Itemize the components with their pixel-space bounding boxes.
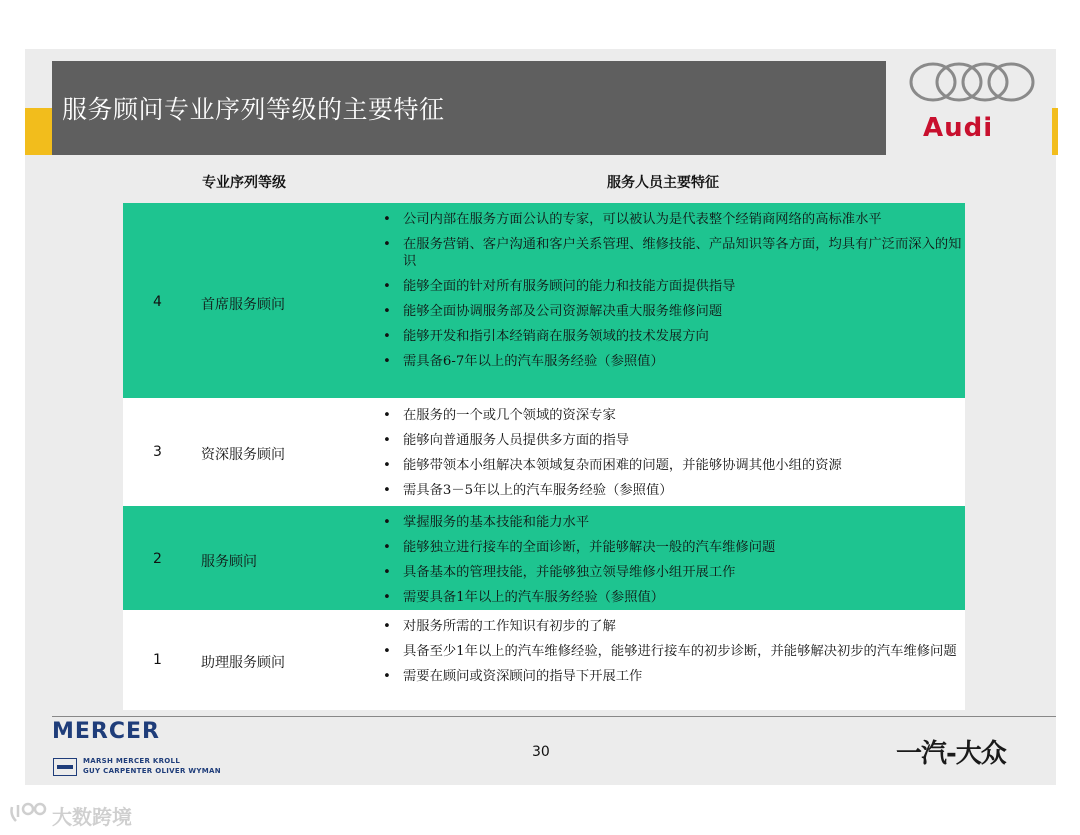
feature-item: • 在服务的一个或几个领域的资深专家 xyxy=(381,407,963,424)
audi-wordmark: Audi xyxy=(923,113,994,143)
feature-item: • 具备至少1年以上的汽车维修经验，能够进行接车的初步诊断，并能够解决初步的汽车维修问题 xyxy=(381,643,963,660)
level-number: 2 xyxy=(153,551,162,567)
mercer-subline-2: GUY CARPENTER OLIVER WYMAN xyxy=(83,767,221,775)
feature-list xyxy=(381,211,963,378)
page-number: 30 xyxy=(532,744,550,760)
feature-item: • 需要在顾问或资深顾问的指导下开展工作 xyxy=(381,668,963,685)
rank-title: 助理服务顾问 xyxy=(201,655,285,671)
feature-list xyxy=(381,407,963,507)
faw-vw-logo: 一汽-大众 xyxy=(896,739,1006,769)
rank-title: 服务顾问 xyxy=(201,554,257,570)
feature-item: • 能够独立进行接车的全面诊断，并能够解决一般的汽车维修问题 xyxy=(381,539,963,556)
feature-item: • 公司内部在服务方面公认的专家，可以被认为是代表整个经销商网络的高标准水平 xyxy=(381,211,963,228)
feature-item: • 能够开发和指引本经销商在服务领域的技术发展方向 xyxy=(381,328,963,345)
feature-item: • 能够带领本小组解决本领域复杂而困难的问题，并能够协调其他小组的资源 xyxy=(381,457,963,474)
mercer-subline-1: MARSH MERCER KROLL xyxy=(83,757,181,765)
table-row-level-2 xyxy=(123,506,965,610)
feature-item: • 能够全面协调服务部及公司资源解决重大服务维修问题 xyxy=(381,303,963,320)
table-row-level-4 xyxy=(123,203,965,398)
accent-bar-right xyxy=(1052,108,1058,155)
feature-item: • 对服务所需的工作知识有初步的了解 xyxy=(381,618,963,635)
level-number: 4 xyxy=(153,294,162,310)
feature-item: • 在服务营销、客户沟通和客户关系管理、维修技能、产品知识等各方面，均具有广泛而深入的知识 xyxy=(381,236,963,270)
feature-item: • 掌握服务的基本技能和能力水平 xyxy=(381,514,963,531)
table-row-level-1 xyxy=(123,610,965,710)
footer-divider xyxy=(52,716,1056,717)
level-number: 1 xyxy=(153,652,162,668)
watermark-text: 大数跨境 xyxy=(52,805,132,829)
feature-item: • 能够向普通服务人员提供多方面的指导 xyxy=(381,432,963,449)
feature-item: • 需具备6-7年以上的汽车服务经验（参照值） xyxy=(381,353,963,370)
level-number: 3 xyxy=(153,444,162,460)
feature-item: • 需要具备1年以上的汽车服务经验（参照值） xyxy=(381,589,963,606)
header-features: 服务人员主要特征 xyxy=(607,175,719,191)
watermark-logo-icon xyxy=(8,801,50,825)
mercer-logo: MERCER xyxy=(52,719,160,744)
feature-item: • 能够全面的针对所有服务顾问的能力和技能方面提供指导 xyxy=(381,278,963,295)
mercer-emblem-icon xyxy=(53,758,77,776)
header-level: 专业序列等级 xyxy=(202,175,286,191)
feature-item: • 具备基本的管理技能，并能够独立领导维修小组开展工作 xyxy=(381,564,963,581)
feature-list xyxy=(381,618,963,693)
feature-item: • 需具备3－5年以上的汽车服务经验（参照值） xyxy=(381,482,963,499)
feature-list xyxy=(381,514,963,614)
page-title: 服务顾问专业序列等级的主要特征 xyxy=(62,95,445,124)
accent-bar-left xyxy=(25,108,52,155)
table-row-level-3 xyxy=(123,398,965,506)
rank-title: 首席服务顾问 xyxy=(201,297,285,313)
rank-title: 资深服务顾问 xyxy=(201,447,285,463)
